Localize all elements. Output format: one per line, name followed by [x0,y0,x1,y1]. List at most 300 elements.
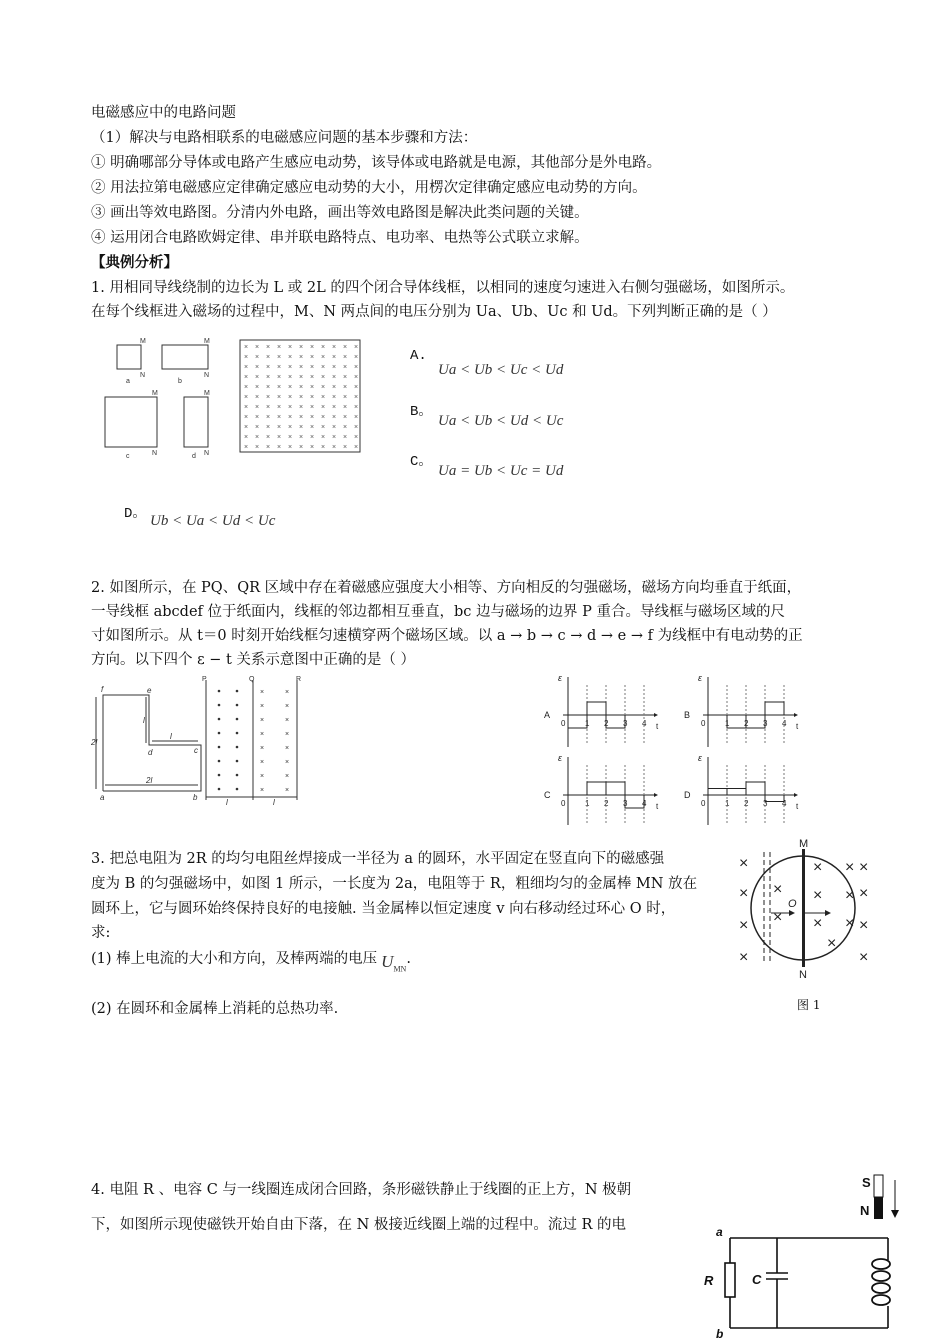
field-cross: × [266,344,271,351]
field-dot [218,704,221,707]
graph-A [544,673,659,747]
pt-b: b [193,793,198,802]
dim-qr: l [273,798,275,807]
q1-option-c-label[interactable]: C。 [410,454,433,470]
section-heading: 【典例分析】 [91,254,178,271]
axis-y-label: ε [558,673,562,683]
field-cross: × [343,394,348,401]
field-cross: × [845,915,855,932]
field-cross: × [332,424,337,431]
frame-b-N: N [204,372,210,379]
q4-figure [700,1170,910,1342]
field-cross: × [288,344,293,351]
node-b: b [716,1327,724,1341]
field-cross: × [321,344,326,351]
field-cross: × [299,374,304,381]
field-cross: × [354,404,359,411]
field-dot [236,760,239,763]
field-cross: × [285,703,290,710]
field-cross: × [277,434,282,441]
tick-label: 4 [642,799,647,808]
q2-field-in [260,689,289,794]
field-dot [218,690,221,693]
tick-label: 2 [604,799,609,808]
field-cross: × [859,859,869,876]
q1-field-crosses [244,344,358,451]
field-dot [236,690,239,693]
field-cross: × [288,384,293,391]
step-1: ① 明确哪部分导体或电路产生感应电动势，该导体或电路就是电源，其他部分是外电路。 [91,155,662,171]
field-cross: × [739,949,749,966]
field-cross: × [255,384,260,391]
emf-segment [708,789,727,796]
field-cross: × [260,689,265,696]
field-cross: × [255,444,260,451]
tick-label: 3 [763,799,768,808]
frame-c-label: c [126,453,130,460]
field-cross: × [266,434,271,441]
field-cross: × [260,703,265,710]
field-cross: × [288,424,293,431]
emf-segment [587,702,606,715]
field-cross: × [244,394,249,401]
field-cross: × [859,885,869,902]
field-cross: × [739,885,749,902]
u-mn: $U_{MN}$ [381,952,407,974]
field-cross: × [354,384,359,391]
field-cross: × [310,424,315,431]
q4-text-line1: 4. 电阻 R 、电容 C 与一线圈连成闭合回路，条形磁铁静止于线圈的正上方，N 极朝 [91,1182,632,1198]
field-cross: × [773,881,783,898]
field-dot [236,774,239,777]
field-cross: × [343,424,348,431]
frame-c [105,397,157,447]
emf-segment [746,782,765,795]
q3-sub1: (1) 棒上电流的大小和方向，及棒两端的电压 $U_{MN}$. [91,951,411,974]
dim-bottom: 2l [146,776,153,785]
q1-option-c-expr[interactable]: Ua = Ub < Uc = Ud [438,463,564,479]
q2-graphs [540,665,800,825]
q1-option-b-label[interactable]: B。 [410,404,433,420]
tick-label: 4 [782,719,787,728]
field-cross: × [255,424,260,431]
field-cross: × [859,949,869,966]
field-cross: × [321,424,326,431]
frame-d [184,397,208,447]
field-cross: × [285,759,290,766]
field-cross: × [255,404,260,411]
dim-ed: l [143,716,145,725]
tick-label: 4 [642,719,647,728]
graph-C [544,753,659,825]
field-cross: × [310,344,315,351]
axis-y-label: ε [698,673,702,683]
emf-segment [727,789,746,796]
field-cross: × [285,745,290,752]
axis-x-label: t [796,722,799,731]
q2-text-line1: 2. 如图所示，在 PQ、QR 区域中存在着磁感应强度大小相等、方向相反的匀强磁场，磁场方向均垂直于纸面， [91,580,802,596]
field-cross: × [255,414,260,421]
q1-option-d-expr[interactable]: Ub < Ua < Ud < Uc [150,513,276,529]
tick-label: 2 [604,719,609,728]
field-cross: × [343,364,348,371]
field-cross: × [277,414,282,421]
field-cross: × [845,887,855,904]
frame-c-M: M [152,390,158,397]
field-cross: × [244,364,249,371]
coil-turn [872,1283,890,1293]
field-cross: × [332,354,337,361]
field-cross: × [266,404,271,411]
field-cross: × [277,344,282,351]
field-cross: × [266,384,271,391]
field-cross: × [299,384,304,391]
field-cross: × [739,917,749,934]
tick-label: 3 [623,719,628,728]
field-cross: × [343,434,348,441]
q3-figure [733,836,873,981]
field-cross: × [260,717,265,724]
frame-b [162,345,208,369]
coil-turn [872,1295,890,1305]
frame-d-M: M [204,390,210,397]
field-cross: × [354,414,359,421]
field-dot [236,788,239,791]
tick-label: 4 [782,799,787,808]
frame-b-M: M [204,338,210,345]
field-cross: × [321,374,326,381]
step-4: ④ 运用闭合电路欧姆定律、串并联电路特点、电功率、电热等公式联立求解。 [91,230,589,246]
field-cross: × [266,414,271,421]
field-cross: × [277,424,282,431]
field-cross: × [827,935,837,952]
q3-text-line4: 求: [91,925,111,941]
field-cross: × [813,859,823,876]
frame-d-N: N [204,450,210,457]
field-cross: × [255,394,260,401]
emf-segment [765,702,784,715]
node-a: a [716,1225,723,1239]
field-cross: × [277,444,282,451]
field-dot [218,718,221,721]
field-cross: × [343,344,348,351]
pt-e: e [147,686,152,695]
dim-left: 2l [91,738,98,747]
field-cross: × [321,444,326,451]
field-dot [218,788,221,791]
field-cross: × [332,384,337,391]
graph-label: B [684,710,691,720]
field-cross: × [321,354,326,361]
frame-c-N: N [152,450,158,457]
field-cross: × [299,414,304,421]
dim-dc: l [170,732,172,741]
pt-a: a [100,793,105,802]
q1-frames-figure [100,335,370,465]
field-cross: × [288,354,293,361]
field-cross: × [244,344,249,351]
coil-turn [872,1259,890,1269]
page-title: 电磁感应中的电路问题 [91,105,236,121]
field-cross: × [266,374,271,381]
q1-option-a-expr[interactable]: Ua < Ub < Uc < Ud [438,362,564,378]
field-cross: × [288,414,293,421]
field-cross: × [321,384,326,391]
graph-D [684,753,799,825]
q2-text-line4: 方向。以下四个 ε − t 关系示意图中正确的是（ ） [91,652,416,668]
tick-label: 0 [561,719,566,728]
field-cross: × [277,354,282,361]
field-cross: × [266,444,271,451]
q1-text-line2: 在每个线框进入磁场的过程中，M、N 两点间的电压分别为 Ua、Ub、Uc 和 Ud。下列判断正确的是（ ） [91,304,777,320]
field-cross: × [260,787,265,794]
field-cross: × [299,394,304,401]
field-cross: × [266,394,271,401]
field-dot [236,704,239,707]
magnet-N: N [860,1203,870,1218]
field-cross: × [260,759,265,766]
field-cross: × [343,444,348,451]
tick-label: 2 [744,799,749,808]
dim-pq: l [226,798,228,807]
field-cross: × [845,859,855,876]
field-cross: × [260,773,265,780]
field-cross: × [285,731,290,738]
field-cross: × [285,689,290,696]
emf-segment [587,782,606,795]
field-cross: × [354,374,359,381]
tick-label: 3 [763,719,768,728]
q2-field-out [218,690,239,791]
label-C: C [752,1272,762,1287]
field-cross: × [332,414,337,421]
tick-label: 0 [701,799,706,808]
field-cross: × [299,424,304,431]
pt-c: c [194,746,198,755]
field-cross: × [244,424,249,431]
field-cross: × [332,344,337,351]
field-cross: × [288,434,293,441]
field-cross: × [354,444,359,451]
magnet-S: S [862,1175,871,1190]
q1-option-a-label[interactable]: A. [410,348,427,364]
field-dot [236,718,239,721]
frame-a-N: N [140,372,146,379]
field-cross: × [813,915,823,932]
tick-label: 1 [725,799,730,808]
field-cross: × [354,424,359,431]
q3-text-line1: 3. 把总电阻为 2R 的均匀电阻丝焊接成一半径为 a 的圆环，水平固定在竖直向下的磁感强 [91,851,665,867]
field-cross: × [285,773,290,780]
tick-label: 0 [561,799,566,808]
tick-label: 1 [585,719,590,728]
coil [872,1259,890,1305]
axis-y-label: ε [558,753,562,763]
field-cross: × [739,855,749,872]
field-cross: × [255,364,260,371]
field-cross: × [288,394,293,401]
boundary-R: R [296,676,302,683]
field-cross: × [266,354,271,361]
resistor [725,1263,735,1297]
field-cross: × [244,384,249,391]
field-cross: × [244,404,249,411]
field-cross: × [288,374,293,381]
field-cross: × [244,434,249,441]
tick-label: 3 [623,799,628,808]
fig-N: N [799,969,807,981]
tick-label: 0 [701,719,706,728]
field-cross: × [773,909,783,926]
field-cross: × [310,374,315,381]
field-cross: × [332,434,337,441]
field-cross: × [343,414,348,421]
field-cross: × [266,424,271,431]
field-cross: × [332,444,337,451]
field-cross: × [321,364,326,371]
field-cross: × [343,384,348,391]
frame-b-label: b [178,378,182,385]
axis-y-label: ε [698,753,702,763]
field-cross: × [354,434,359,441]
field-cross: × [332,374,337,381]
field-cross: × [354,364,359,371]
field-cross: × [288,404,293,411]
bar-magnet [874,1175,883,1197]
field-dot [218,760,221,763]
q3-text-line3: 圆环上，它与圆环始终保持良好的电接触. 当金属棒以恒定速度 v 向右移动经过环心 O 时， [91,901,676,917]
field-cross: × [255,354,260,361]
field-cross: × [266,364,271,371]
fig1-caption: 图 1 [797,998,821,1012]
field-cross: × [285,717,290,724]
field-dot [218,774,221,777]
step-2: ② 用法拉第电磁感应定律确定感应电动势的大小，用楞次定律确定感应电动势的方向。 [91,180,647,196]
field-cross: × [354,354,359,361]
tick-label: 1 [585,799,590,808]
field-cross: × [310,444,315,451]
field-cross: × [859,917,869,934]
q2-text-line2: 一导线框 abcdef 位于纸面内，线框的邻边都相互垂直，bc 边与磁场的边界 P 重合。导线框与磁场区域的尺 [91,604,785,620]
axis-x-label: t [656,722,659,731]
metal-rod [802,849,805,967]
field-dot [236,746,239,749]
field-cross: × [321,434,326,441]
coil-turn [872,1271,890,1281]
field-cross: × [332,394,337,401]
field-cross: × [310,404,315,411]
tick-label: 2 [744,719,749,728]
axis-x-label: t [796,802,799,811]
boundary-Q: Q [249,676,255,683]
field-cross: × [354,344,359,351]
field-cross: × [310,384,315,391]
field-cross: × [288,444,293,451]
emf-segment [606,782,625,795]
frame-a [117,345,141,369]
field-cross: × [354,394,359,401]
graph-label: A [544,710,551,720]
graph-B [684,673,799,747]
fig-O: O [788,898,797,910]
pt-d: d [148,748,153,757]
q1-option-b-expr[interactable]: Ua < Ub < Ud < Uc [438,413,564,429]
tick-label: 1 [725,719,730,728]
field-cross: × [310,394,315,401]
q2-text-line3: 寸如图所示。从 t＝0 时刻开始线框匀速横穿两个磁场区域。以 a → b → c → d → e → f 为线框中有电动势的正 [91,628,803,644]
field-cross: × [813,887,823,904]
boundary-P: P [202,676,207,683]
field-cross: × [299,404,304,411]
field-cross: × [310,354,315,361]
field-cross: × [255,344,260,351]
field-cross: × [299,354,304,361]
field-cross: × [299,444,304,451]
frame-d-label: d [192,453,196,460]
step-3: ③ 画出等效电路图。分清内外电路，画出等效电路图是解决此类问题的关键。 [91,205,589,221]
field-cross: × [277,394,282,401]
frame-a-label: a [126,378,130,385]
field-dot [218,732,221,735]
field-cross: × [310,414,315,421]
field-cross: × [343,354,348,361]
field-cross: × [255,374,260,381]
q4-text-line2: 下，如图所示现使磁铁开始自由下落，在 N 极接近线圈上端的过程中。流过 R 的电 [91,1217,627,1233]
field-cross: × [332,364,337,371]
field-cross: × [244,354,249,361]
field-cross: × [343,404,348,411]
field-cross: × [310,364,315,371]
field-cross: × [321,414,326,421]
graph-label: C [544,790,551,800]
field-cross: × [310,434,315,441]
field-cross: × [299,434,304,441]
q1-text-line1: 1. 用相同导线绕制的边长为 L 或 2L 的四个闭合导体线框，以相同的速度匀速进入右侧匀强磁场，如图所示。 [91,280,795,296]
steps-heading: （1）解决与电路相联系的电磁感应问题的基本步骤和方法： [91,130,478,146]
field-cross: × [244,374,249,381]
field-cross: × [255,434,260,441]
field-cross: × [277,384,282,391]
q3-text-line2: 度为 B 的匀强磁场中，如图 1 所示，一长度为 2a，电阻等于 R，粗细均匀的金属棒 MN 放在 [91,876,698,892]
field-dot [236,732,239,735]
q2-frame-figure [90,675,310,810]
field-cross: × [260,731,265,738]
field-cross: × [285,787,290,794]
pt-f: f [101,685,104,694]
field-cross: × [321,404,326,411]
field-cross: × [299,364,304,371]
q3-sub2: (2) 在圆环和金属棒上消耗的总热功率. [91,1001,339,1017]
field-cross: × [244,414,249,421]
field-cross: × [277,364,282,371]
field-cross: × [332,404,337,411]
field-cross: × [260,745,265,752]
label-R: R [704,1273,714,1288]
frame-a-M: M [140,338,146,345]
field-cross: × [343,374,348,381]
field-cross: × [321,394,326,401]
fig-M: M [799,838,809,850]
field-dot [218,746,221,749]
q1-option-d-label[interactable]: D。 [124,506,147,522]
field-cross: × [277,374,282,381]
field-cross: × [288,364,293,371]
axis-x-label: t [656,802,659,811]
field-cross: × [244,444,249,451]
field-cross: × [277,404,282,411]
graph-label: D [684,790,691,800]
field-cross: × [299,344,304,351]
